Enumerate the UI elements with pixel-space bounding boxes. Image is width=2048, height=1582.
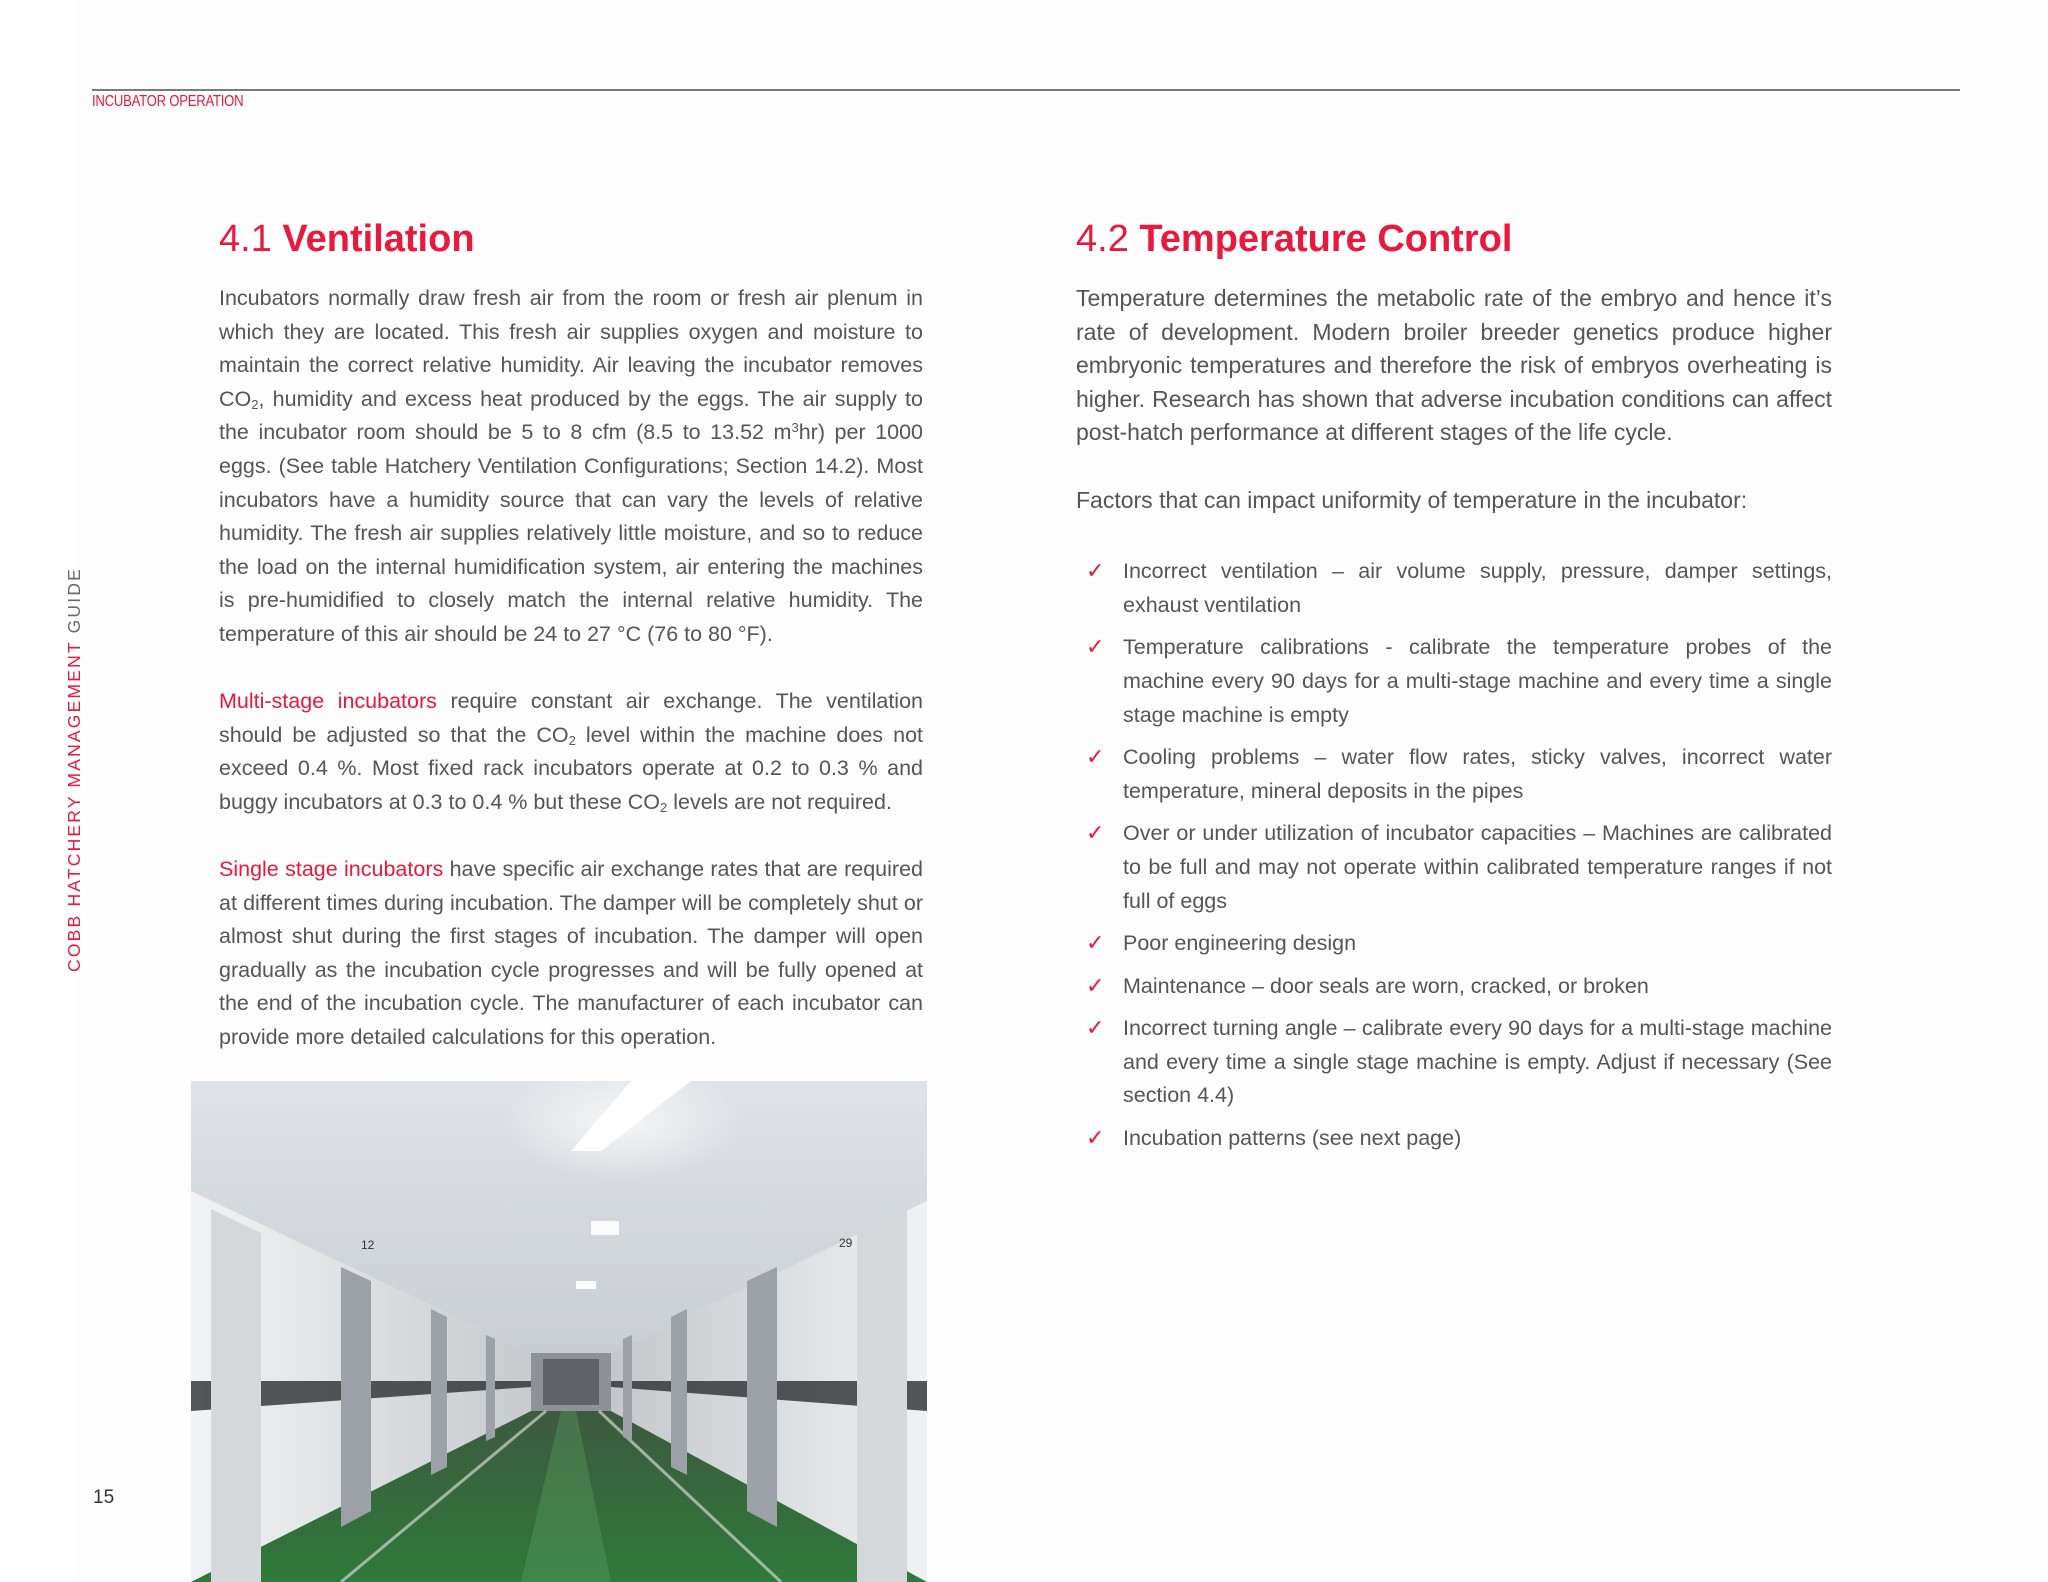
highlight-term: Single stage incubators bbox=[219, 857, 444, 882]
text-run: hr) per 1000 eggs. (See table Hatchery Ventilation Configurations; Section 14.2). Most incubators have a humidity source that can vary the levels of relative humidity. The fresh air supplies relatively little moisture, and so to reduce the load on the internal humidification system, air entering the machines is pre-humidified to closely match the internal relative humidity. The temperature of this air should be 24 to 27 °C (76 to 80 °F). bbox=[219, 420, 923, 646]
side-title-brand: COBB HATCHERY MANAGEMENT bbox=[64, 640, 84, 972]
incubator-corridor-photo bbox=[191, 1081, 927, 1582]
section-title: Temperature Control bbox=[1139, 218, 1513, 260]
section-number: 4.2 bbox=[1076, 218, 1129, 260]
section-number: 4.1 bbox=[219, 218, 272, 260]
door-number-right: 29 bbox=[839, 1236, 853, 1250]
factor-text: Cooling problems – water flow rates, sticky valves, incorrect water temperature, mineral deposits in the pipes bbox=[1123, 745, 1832, 803]
factor-text: Incubation patterns (see next page) bbox=[1123, 1126, 1462, 1151]
highlight-term: Multi-stage incubators bbox=[219, 689, 437, 714]
checkmark-icon: ✓ bbox=[1086, 1016, 1105, 1042]
subscript: 2 bbox=[660, 799, 668, 815]
factor-text: Maintenance – door seals are worn, cracked, or broken bbox=[1123, 973, 1649, 998]
factor-item bbox=[1076, 741, 1832, 808]
paragraph bbox=[219, 685, 923, 819]
side-title bbox=[64, 567, 85, 972]
text-run: , humidity and excess heat produced by the eggs. The air supply to the incubator room should be 5 to 8 cfm (8.5 to 13.52 m bbox=[219, 386, 923, 445]
subscript: 2 bbox=[251, 396, 259, 412]
factor-text: Over or under utilization of incubator capacities – Machines are calibrated to be full and may not operate within calibrated temperature ranges if not full of eggs bbox=[1123, 821, 1832, 913]
factor-text: Poor engineering design bbox=[1123, 931, 1357, 956]
page-number: 15 bbox=[93, 1487, 115, 1508]
factor-item bbox=[1076, 1012, 1832, 1113]
factor-item bbox=[1076, 1122, 1832, 1156]
section-heading bbox=[1076, 216, 1832, 262]
subscript: 2 bbox=[568, 732, 576, 748]
factor-text: Incorrect ventilation – air volume supply, pressure, damper settings, exhaust ventilation bbox=[1123, 559, 1832, 617]
checkmark-icon: ✓ bbox=[1086, 635, 1105, 661]
factor-text: Incorrect turning angle – calibrate every 90 days for a multi-stage machine and every time a single stage machine is empty. Adjust if necessary (See section 4.4) bbox=[1123, 1016, 1832, 1108]
section-temperature-control bbox=[1076, 216, 1832, 1165]
checkmark-icon: ✓ bbox=[1086, 1126, 1105, 1152]
factor-item bbox=[1076, 555, 1832, 622]
text-run: level within the machine does not exceed 0.4 %. Most fixed rack incubators operate at 0.2 to 0.3 % and buggy incubators at 0.3 to 0.4 % but these CO bbox=[219, 722, 923, 814]
superscript: 3 bbox=[791, 420, 799, 436]
checkmark-icon: ✓ bbox=[1086, 973, 1105, 999]
factor-item bbox=[1076, 970, 1832, 1004]
running-head: INCUBATOR OPERATION bbox=[92, 93, 244, 110]
checkmark-icon: ✓ bbox=[1086, 745, 1105, 771]
corridor-illustration bbox=[191, 1081, 927, 1582]
text-run: levels are not required. bbox=[667, 789, 892, 814]
door-number-left: 12 bbox=[361, 1238, 375, 1252]
header-rule bbox=[92, 89, 1960, 91]
paragraph bbox=[219, 282, 923, 652]
factor-checklist bbox=[1076, 555, 1832, 1156]
section-heading bbox=[219, 216, 923, 262]
checkmark-icon: ✓ bbox=[1086, 821, 1105, 847]
factor-item bbox=[1076, 817, 1832, 918]
factor-item bbox=[1076, 927, 1832, 961]
paragraph bbox=[219, 853, 923, 1055]
section-title: Ventilation bbox=[282, 218, 475, 260]
text-run: Incubators normally draw fresh air from the room or fresh air plenum in which they are located. This fresh air supplies oxygen and moisture to maintain the correct relative humidity. Air leaving the incubator removes CO bbox=[219, 286, 923, 411]
side-title-suffix: GUIDE bbox=[64, 566, 84, 634]
paragraph: Factors that can impact uniformity of temperature in the incubator: bbox=[1076, 486, 1748, 513]
factor-item bbox=[1076, 631, 1832, 732]
paragraph: Temperature determines the metabolic rate of the embryo and hence it’s rate of development. Modern broiler breeder genetics produce higher embryonic temperatures and therefore the risk of embryos overheating is higher. Research has shown that adverse incubation conditions can affect post-hatch performance at different stages of the life cycle. bbox=[1076, 285, 1832, 446]
section-ventilation bbox=[219, 216, 923, 1055]
factor-text: Temperature calibrations - calibrate the temperature probes of the machine every 90 days for a multi-stage machine and every time a single stage machine is empty bbox=[1123, 635, 1832, 727]
checkmark-icon: ✓ bbox=[1086, 559, 1105, 585]
checkmark-icon: ✓ bbox=[1086, 931, 1105, 957]
text-run: require constant air exchange. The ventilation should be adjusted so that the CO bbox=[219, 689, 923, 747]
text-run: have specific air exchange rates that are required at different times during incubation. The damper will be completely shut or almost shut during the first stages of incubation. The damper will open gradually as the incubation cycle progresses and will be fully opened at the end of the incubation cycle. The manufacturer of each incubator can provide more detailed calculations for this operation. bbox=[219, 857, 923, 1050]
